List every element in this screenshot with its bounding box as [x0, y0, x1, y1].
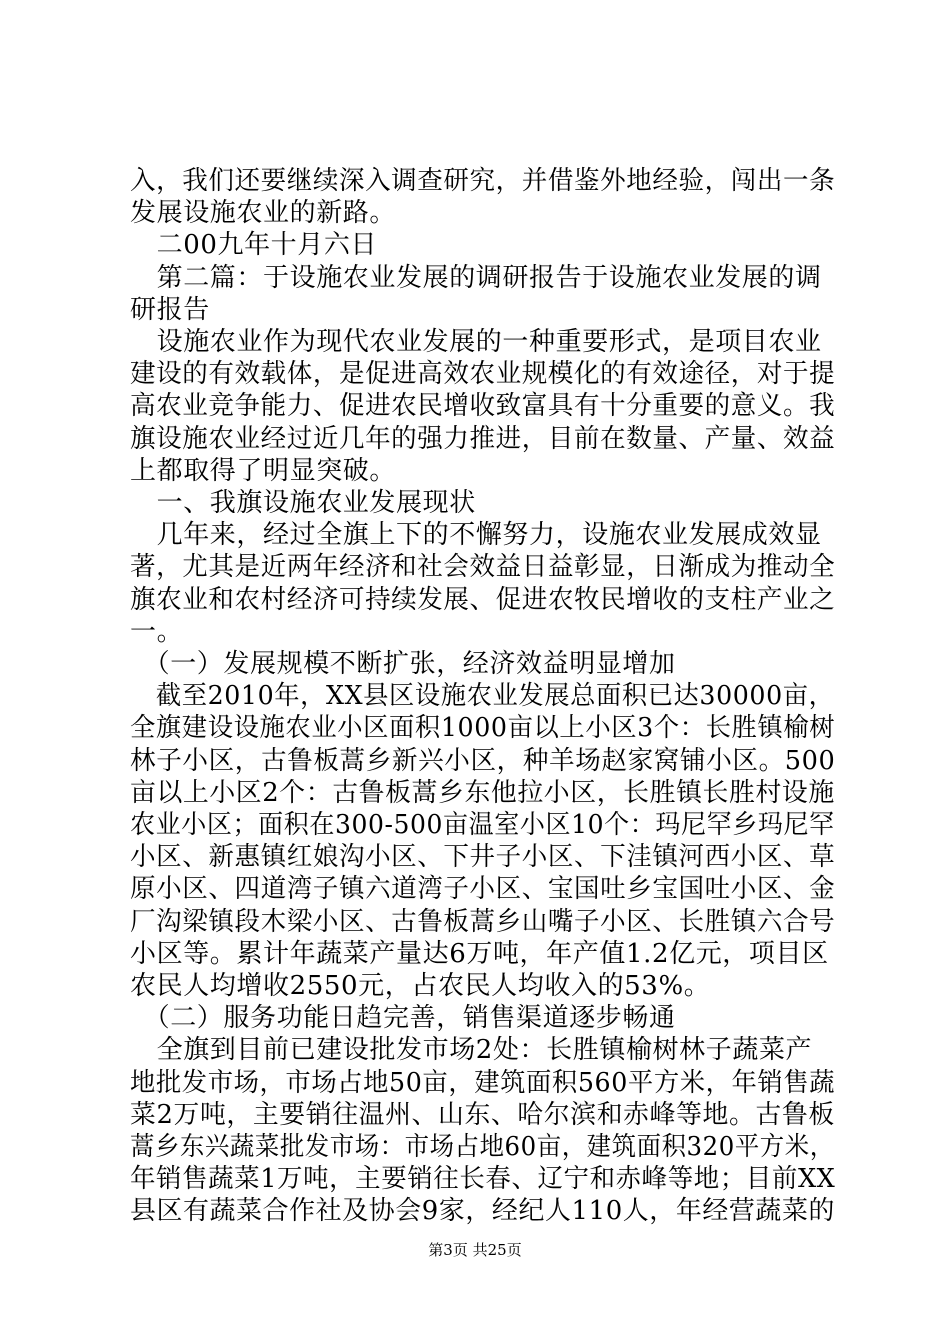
text-line: 年销售蔬菜1万吨，主要销往长春、辽宁和赤峰等地；目前XX: [130, 1164, 836, 1195]
text-line: 亩以上小区2个：古鲁板蒿乡东他拉小区，长胜镇长胜村设施: [130, 777, 835, 808]
subheading-line: （二）服务功能日趋完善，销售渠道逐步畅通: [130, 1003, 676, 1034]
section-title-line: 第二篇：于设施农业发展的调研报告于设施农业发展的调: [130, 262, 822, 293]
text-line: 原小区、四道湾子镇六道湾子小区、宝国吐乡宝国吐小区、金: [130, 874, 836, 905]
text-line: 发展设施农业的新路。: [130, 198, 397, 229]
text-line: 全旗建设设施农业小区面积1000亩以上小区3个：长胜镇榆树: [130, 713, 836, 744]
text-line: 截至2010年，XX县区设施农业发展总面积已达30000亩，: [130, 681, 835, 712]
text-line: 一。: [130, 616, 184, 647]
section-title-line: 研报告: [130, 294, 210, 325]
text-line: 旗设施农业经过近几年的强力推进，目前在数量、产量、效益: [130, 423, 836, 454]
text-line: 地批发市场，市场占地50亩，建筑面积560平方米，年销售蔬: [130, 1067, 836, 1098]
text-line: 上都取得了明显突破。: [130, 455, 397, 486]
page-number-label: 第3页 共25页: [428, 1241, 522, 1259]
text-line: 全旗到目前已建设批发市场2处：长胜镇榆树林子蔬菜产: [130, 1035, 813, 1066]
text-line: 厂沟梁镇段木梁小区、古鲁板蒿乡山嘴子小区、长胜镇六合号: [130, 906, 836, 937]
text-line: 建设的有效载体，是促进高效农业规模化的有效途径，对于提: [130, 359, 836, 390]
text-line: 林子小区，古鲁板蒿乡新兴小区，种羊场赵家窝铺小区。500: [130, 745, 836, 776]
page-footer: [0, 1240, 950, 1260]
text-line: 入，我们还要继续深入调查研究，并借鉴外地经验，闯出一条: [130, 166, 836, 196]
text-line: 县区有蔬菜合作社及协会9家，经纪人110人，年经营蔬菜的: [130, 1196, 835, 1227]
text-line: 小区、新惠镇红娘沟小区、下井子小区、下洼镇河西小区、草: [130, 842, 836, 873]
text-line: 旗农业和农村经济可持续发展、促进农牧民增收的支柱产业之: [130, 584, 836, 615]
text-line: 高农业竞争能力、促进农民增收致富具有十分重要的意义。我: [130, 391, 836, 422]
text-line: 蒿乡东兴蔬菜批发市场：市场占地60亩，建筑面积320平方米，: [130, 1132, 835, 1162]
text-line: 设施农业作为现代农业发展的一种重要形式，是项目农业: [130, 327, 822, 357]
text-line: 几年来，经过全旗上下的不懈努力，设施农业发展成效显: [130, 520, 822, 551]
heading-line: 一、我旗设施农业发展现状: [130, 488, 476, 518]
text-line: 农业小区；面积在300-500亩温室小区10个：玛尼罕乡玛尼罕: [130, 810, 835, 840]
subheading-line: （一）发展规模不断扩张，经济效益明显增加: [130, 649, 676, 679]
text-line: 著，尤其是近两年经济和社会效益日益彰显，日渐成为推动全: [130, 552, 836, 583]
text-line: 小区等。累计年蔬菜产量达6万吨，年产值1.2亿元，项目区: [130, 938, 829, 969]
text-line: 农民人均增收2550元，占农民人均收入的53%。: [130, 971, 711, 1001]
text-line: 菜2万吨，主要销往温州、山东、哈尔滨和赤峰等地。古鲁板: [130, 1099, 835, 1130]
date-line: 二00九年十月六日: [130, 230, 378, 261]
